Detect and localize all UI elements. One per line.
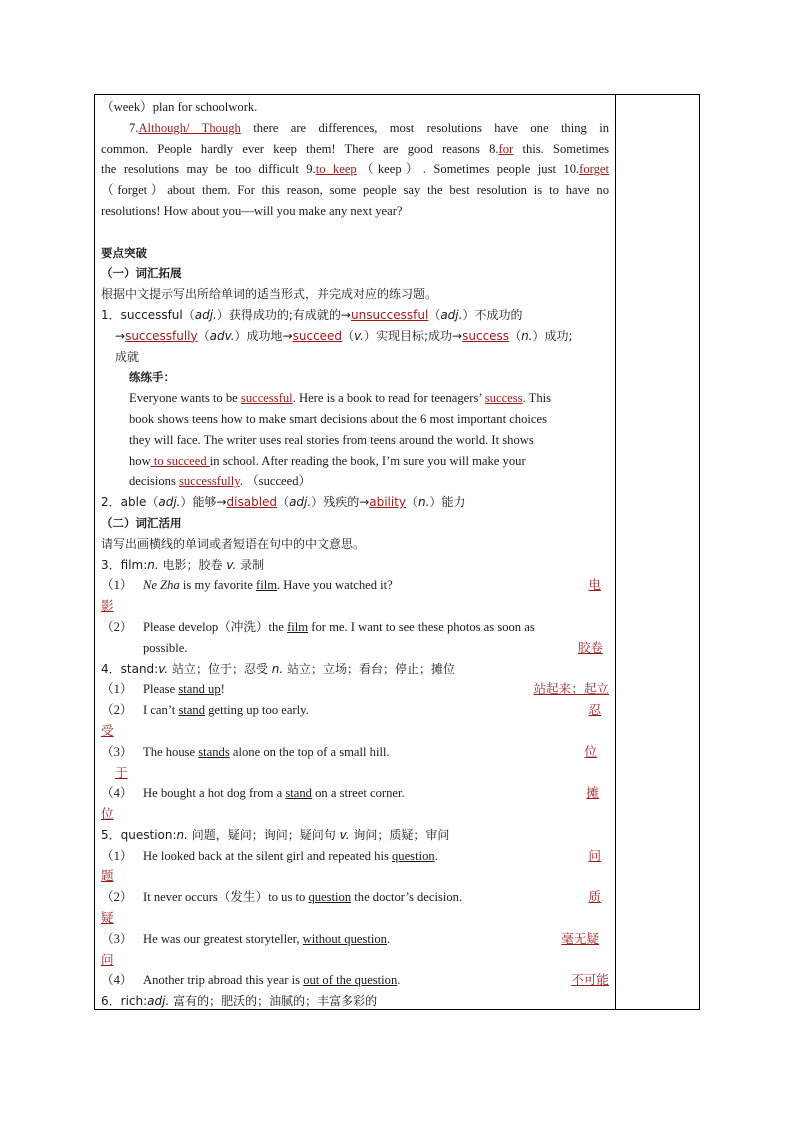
section-1-title: （一）词汇拓展: [101, 266, 182, 281]
item-4-sentence-3: （3） The house stands alone on the top of a small hill. 位: [101, 744, 597, 759]
item-4-sentence-1: （1） Please stand up! 站起来；起立: [101, 682, 609, 697]
section-heading: 要点突破: [101, 245, 147, 260]
section-2-title: （二）词汇活用: [101, 515, 182, 530]
item-2: 2．able（adj.）能够→disabled（adj.）残疾的→ability（n.）能力: [101, 495, 466, 510]
section-2-instruction: 请写出画横线的单词或者短语在句中的中文意思。: [101, 536, 366, 551]
passage-line-5: （forget）about them. For this reason, some people say the best resolution is to have no: [101, 183, 609, 198]
practice-line-5: decisions successfully. （succeed）: [129, 474, 312, 489]
answer-7: Although/ Though: [138, 120, 241, 135]
item-4-sentence-4: （4） He bought a hot dog from a stand on a street corner. 摊: [101, 786, 599, 801]
item-5-sentence-2-cont: 疑: [101, 911, 114, 926]
passage-line-2: 7.Although/ Though there are differences, most resolutions have one thing in: [129, 120, 609, 135]
item-3-sentence-1-cont: 影: [101, 599, 114, 614]
passage-line-3: common. People hardly ever keep them! There are good reasons 8.for this. Sometimes: [101, 141, 609, 156]
item-4-sentence-2-cont: 受: [101, 723, 114, 738]
answer-10: forget: [579, 162, 610, 177]
item-4-sentence-4-cont: 位: [101, 807, 114, 822]
worksheet-table: [94, 94, 700, 1010]
item-5-sentence-1: （1） He looked back at the silent girl and repeated his question. 问: [101, 848, 601, 863]
main-column: [101, 97, 609, 1012]
item-1-line-1: 1．successful（adj.）获得成功的;有成就的→unsuccessful（adj.）不成功的: [101, 307, 523, 322]
practice-line-2: book shows teens how to make smart decisions about the 6 most important choices: [129, 411, 547, 426]
answer-8: for: [498, 141, 514, 156]
passage-line-6: resolutions! How about you—will you make any next year?: [101, 203, 403, 218]
item-4-sentence-3-cont: 于: [115, 765, 128, 780]
item-3-sentence-2-cont: possible. 胶卷: [143, 640, 603, 655]
answer-9: to keep: [315, 162, 357, 177]
passage-line-4: the resolutions may be too difficult 9.to keep（keep）. Sometimes people just 10.forget: [101, 162, 610, 177]
item-3-sentence-2: （2） Please develop（冲洗）the film for me. I want to see these photos as soon as: [101, 619, 535, 634]
item-5-sentence-2: （2） It never occurs（发生）to us to question the doctor’s decision. 质: [101, 890, 601, 905]
item-1-line-2: →successfully（adv.）成功地→succeed（v.）实现目标;成功→success（n.）成功;: [115, 328, 573, 343]
section-1-instruction: 根据中文提示写出所给单词的适当形式，并完成对应的练习题。: [101, 287, 438, 302]
item-6-head: 6．rich:adj. 富有的；肥沃的；油腻的；丰富多彩的: [101, 994, 378, 1009]
item-5-sentence-4: （4） Another trip abroad this year is out of the question. 不可能: [101, 973, 609, 988]
passage-line-1: （week）plan for schoolwork.: [101, 100, 258, 114]
item-4-head: 4．stand:v. 站立；位于；忍受 n. 站立；立场；看台；停止；摊位: [101, 661, 456, 676]
practice-label: 练练手：: [129, 370, 175, 385]
column-divider: [615, 95, 616, 1009]
item-3-sentence-1: （1） Ne Zha is my favorite film. Have you watched it? 电: [101, 578, 601, 593]
practice-line-3: they will face. The writer uses real stories from teens around the world. It shows: [129, 432, 534, 447]
item-5-sentence-3-cont: 问: [101, 952, 114, 967]
item-1-line-3: 成就: [115, 349, 140, 364]
practice-line-1: Everyone wants to be successful. Here is a book to read for teenagers’ success. This: [129, 391, 552, 406]
item-5-sentence-1-cont: 题: [101, 869, 114, 884]
item-3-head: 3．film:n. 电影；胶卷 v. 录制: [101, 557, 265, 572]
item-5-sentence-3: （3） He was our greatest storyteller, without question. 毫无疑: [101, 931, 599, 946]
item-5-head: 5．question:n. 问题，疑问；询问；疑问句 v. 询问；质疑；审问: [101, 827, 450, 842]
practice-line-4: how to succeed in school. After reading the book, I’m sure you will make your: [129, 453, 526, 468]
item-4-sentence-2: （2） I can’t stand getting up too early. 忍: [101, 703, 601, 718]
